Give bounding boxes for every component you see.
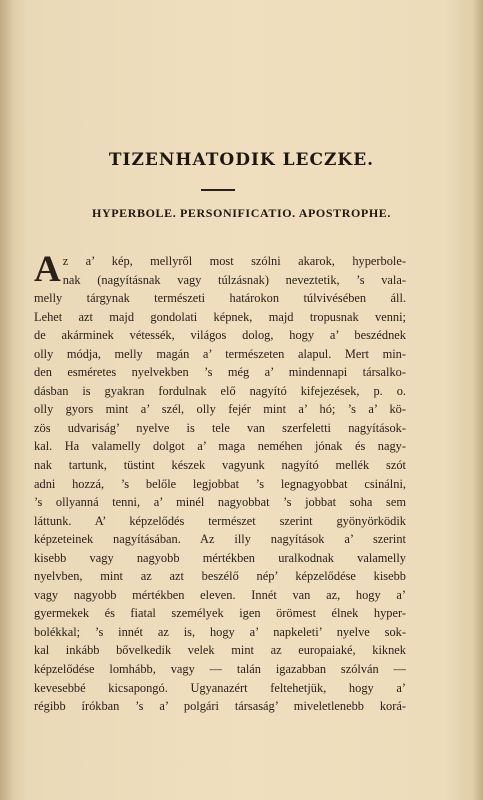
text-line: melly tárgynak természeti határokon túlvivésében áll. [34, 291, 406, 306]
text-line: olly módja, melly magán a’ természeten alapul. Mert min- [34, 346, 406, 361]
text-line: nak tartunk, tüstint készek vagyunk nagyító mellék szót [34, 458, 406, 473]
text-line: de akárminek vétessék, világos dolog, hogy a’ beszédnek [34, 328, 406, 343]
text-line: régibb írókban ’s a’ polgári társaság’ miveletlenebb korá- [34, 699, 406, 714]
chapter-title: TIZENHATODIK LECZKE. [108, 150, 375, 170]
text-line: kisebb vagy nagyobb mértékben uralkodnak valamelly [34, 550, 406, 565]
text-line: adni hozzá, ’s belőle legjobbat ’s legnagyobbat csinálni, [34, 476, 406, 491]
text-line: ’s ollyanná tenni, a’ minél nagyobbat ’s jobbat soha sem [34, 495, 406, 510]
body-text [34, 249, 406, 716]
text-line: kevesebbé kicsapongó. Ugyanazért feltehetjük, hogy a’ [34, 680, 406, 695]
title-rule [201, 189, 235, 191]
text-line: z a’ kép, mellyről most szólni akarok, hyperbole- [62, 254, 406, 268]
text-line: vagy nagyobb mértékben eleven. Innét van az, hogy a’ [34, 587, 406, 602]
text-line: dásban is gyakran fordulnak elő nagyító kifejezések, p. o. [34, 383, 406, 398]
drop-cap: A [34, 249, 61, 290]
text-line: képzelődése lomhább, vagy — talán igazabban szólván — [34, 662, 406, 677]
gutter-shadow [0, 0, 14, 800]
edge-shadow [473, 0, 483, 800]
text-line: den esméretes nyelvekben ’s még a’ mindennapi társalko- [34, 365, 406, 380]
text-line: képzeteinek nagyításában. Az illy nagyítások a’ szerint [34, 532, 406, 547]
text-line: kal. Ha valamelly dolgot a’ maga neméhen jónak és nagy- [34, 439, 406, 454]
text-line: láttunk. A’ képzelődés természet szerint gyönyörködik [34, 513, 406, 528]
text-line: Lehet azt majd gondolati képnek, majd tropusnak venni; [34, 309, 406, 324]
text-line: nak (nagyításnak vagy túlzásnak) neveztetik, ’s vala- [62, 272, 406, 287]
text-line: zös udvariság’ nyelve is tele van szerfeletti nagyítások- [34, 420, 406, 435]
text-line: kal inkább bővelkedik velek mint az europaiaké, kiknek [34, 643, 406, 658]
text-line: gyermekek és fiatal személyek igen örömest élnek hyper- [34, 606, 406, 621]
text-line: olly gyors mint a’ szél, olly fejér mint a’ hó; ’s a’ kö- [34, 402, 406, 417]
text-line: bolékkal; ’s innét az is, hogy a’ napkeleti’ nyelve sok- [34, 624, 406, 639]
text-line: nyelvben, mint az azt beszélő nép’ képzelődése kisebb [34, 569, 406, 584]
section-subtitle: HYPERBOLE. PERSONIFICATIO. APOSTROPHE. [92, 206, 391, 220]
